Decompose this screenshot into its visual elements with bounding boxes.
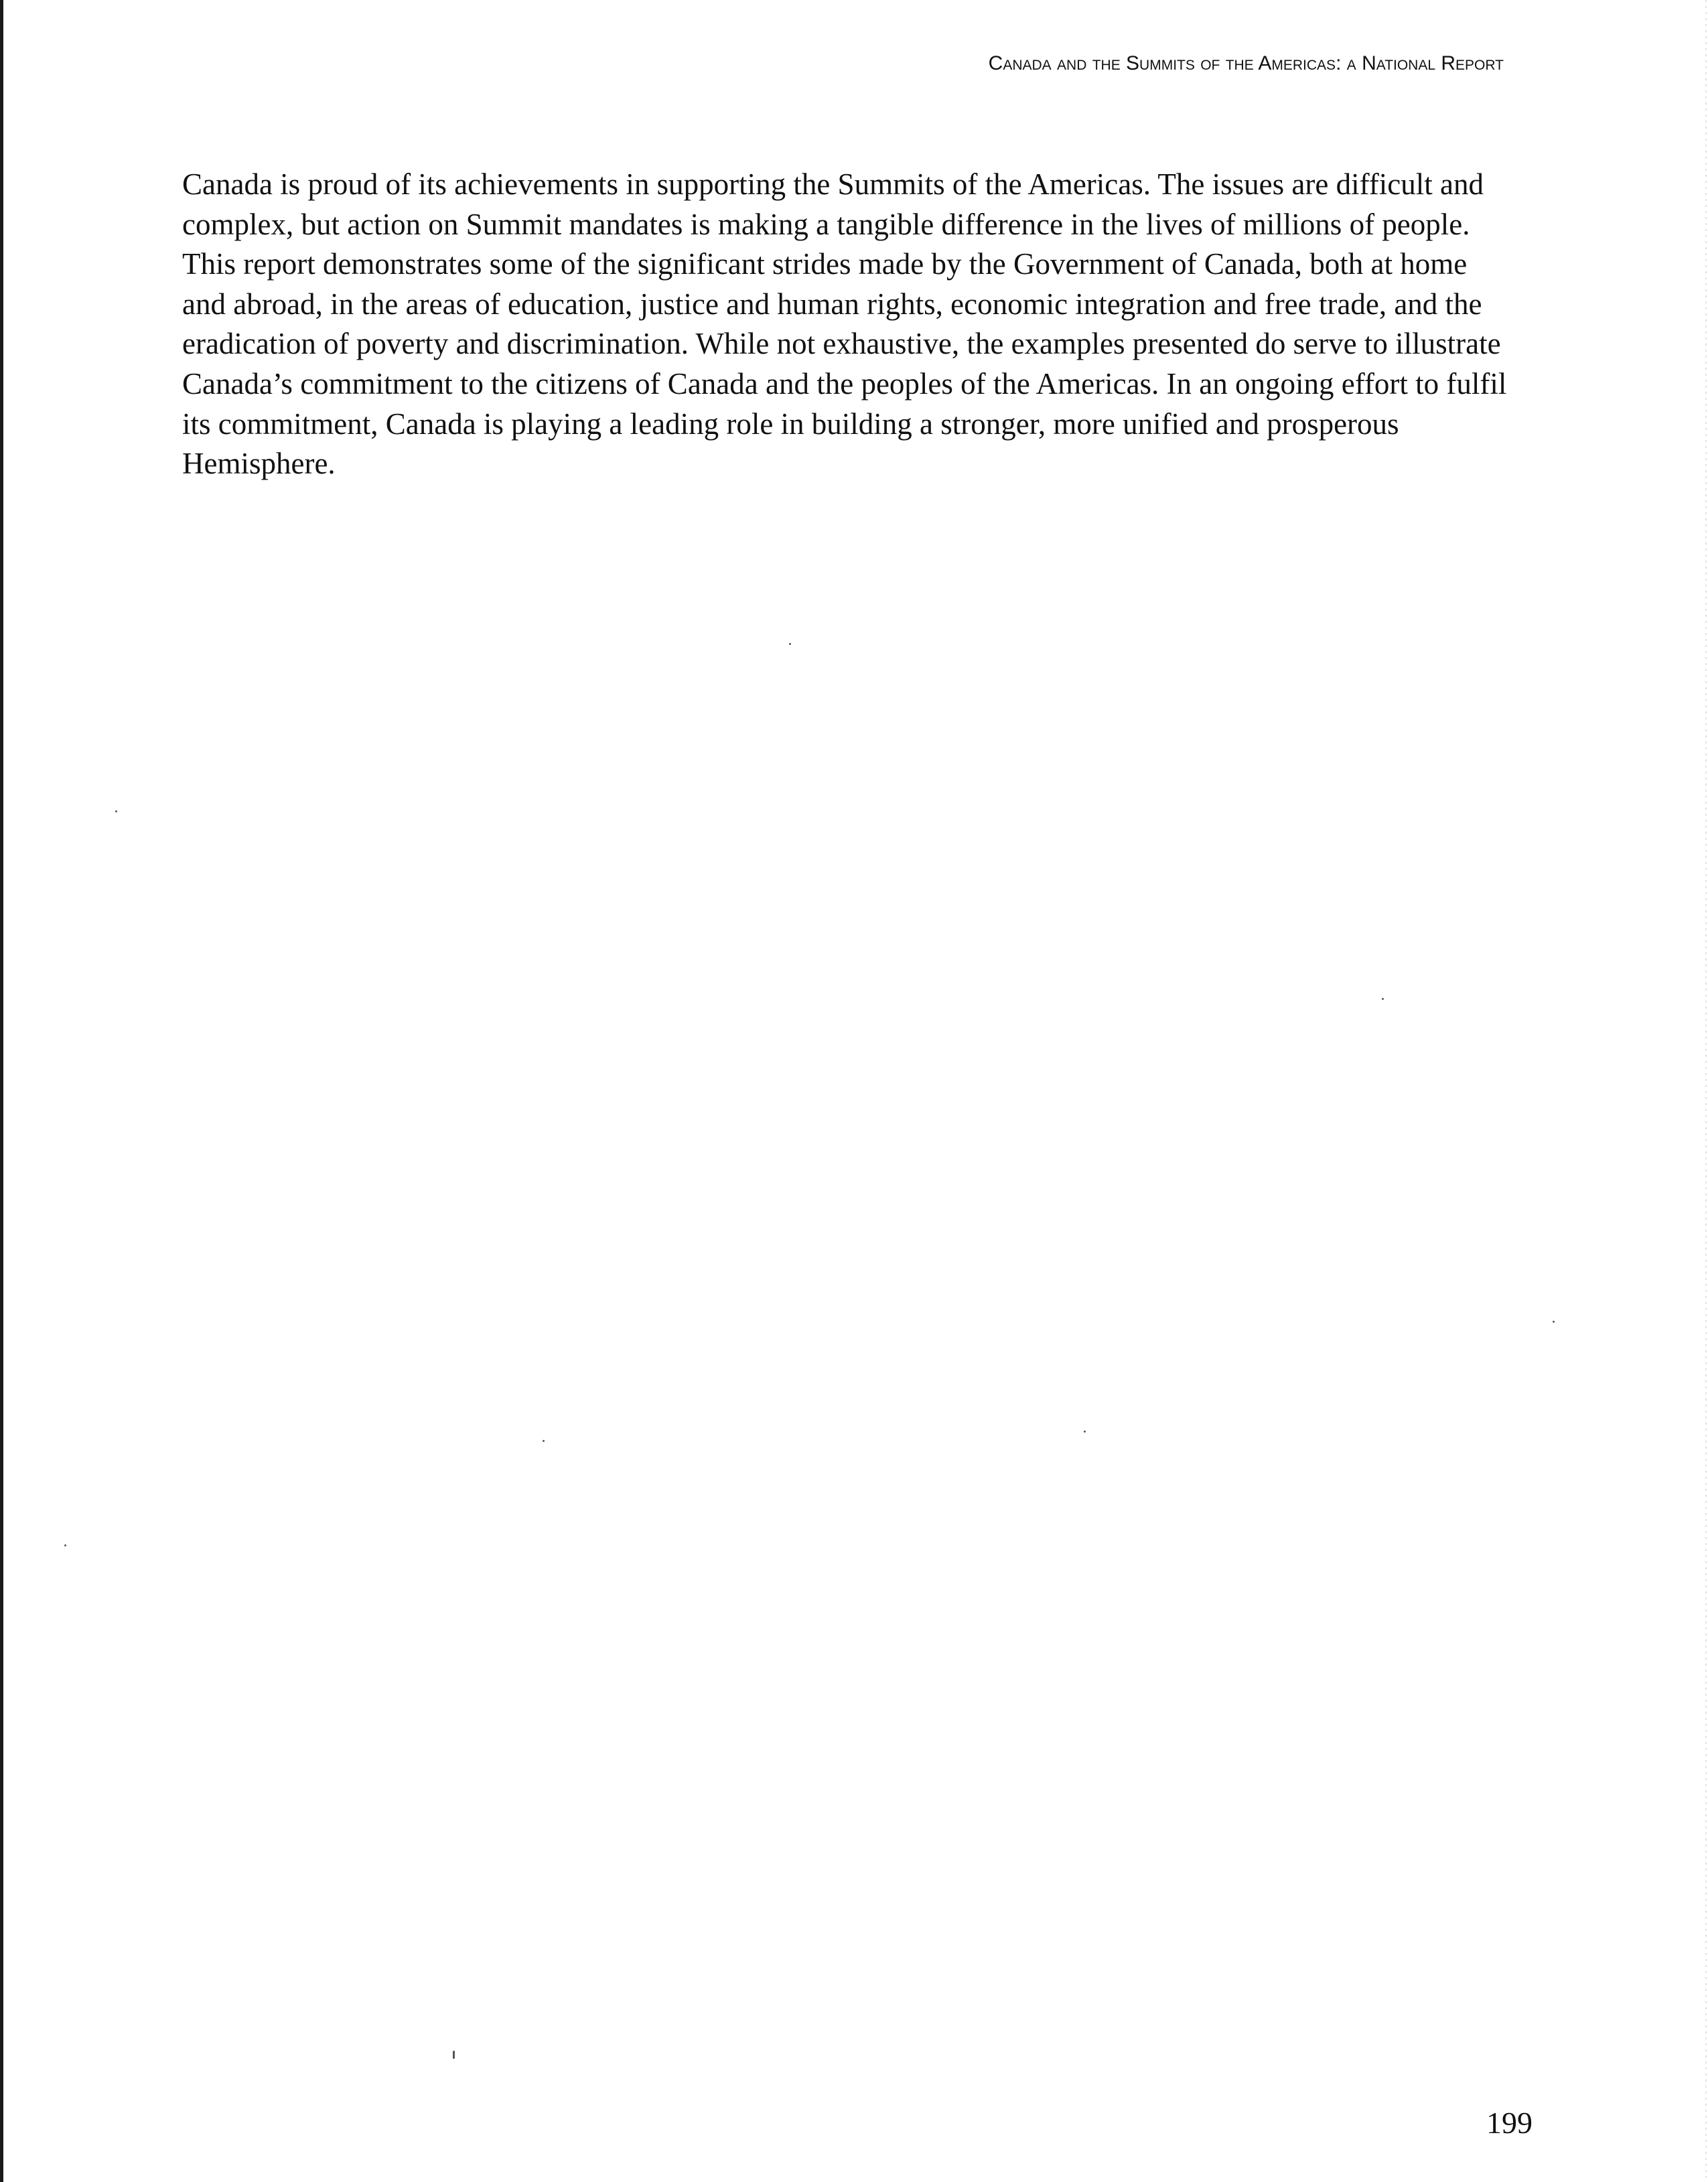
scan-speck [789,643,791,645]
scan-speck [453,2051,455,2059]
scan-border-right [1705,0,1707,2182]
scan-speck [543,1440,545,1442]
scan-border-left [0,0,3,2182]
running-header: Canada and the Summits of the Americas: a National Report [988,52,1504,74]
scan-speck [115,810,117,812]
scan-speck [1084,1431,1086,1433]
scan-speck [1553,1321,1555,1323]
scan-speck [1382,998,1384,1000]
body-paragraph: Canada is proud of its achievements in supporting the Summits of the Americas. The issues are difficult and complex, but action on Summit mandates is making a tangible difference in the lives of millions of people. This report demonstrates some of the significant strides made by the Government of Canada, both at home and abroad, in the areas of education, justice and human rights, economic integration and free trade, and the eradication of poverty and discrimination. While not exhaustive, the examples presented do serve to illustrate Canada’s commitment to the citizens of Canada and the peoples of the Americas. In an ongoing effort to fulfil its commitment, Canada is playing a leading role in building a stronger, more unified and prosperous Hemisphere. [182,167,1507,481]
scan-speck [64,1544,66,1546]
page-number: 199 [1486,2106,1533,2140]
